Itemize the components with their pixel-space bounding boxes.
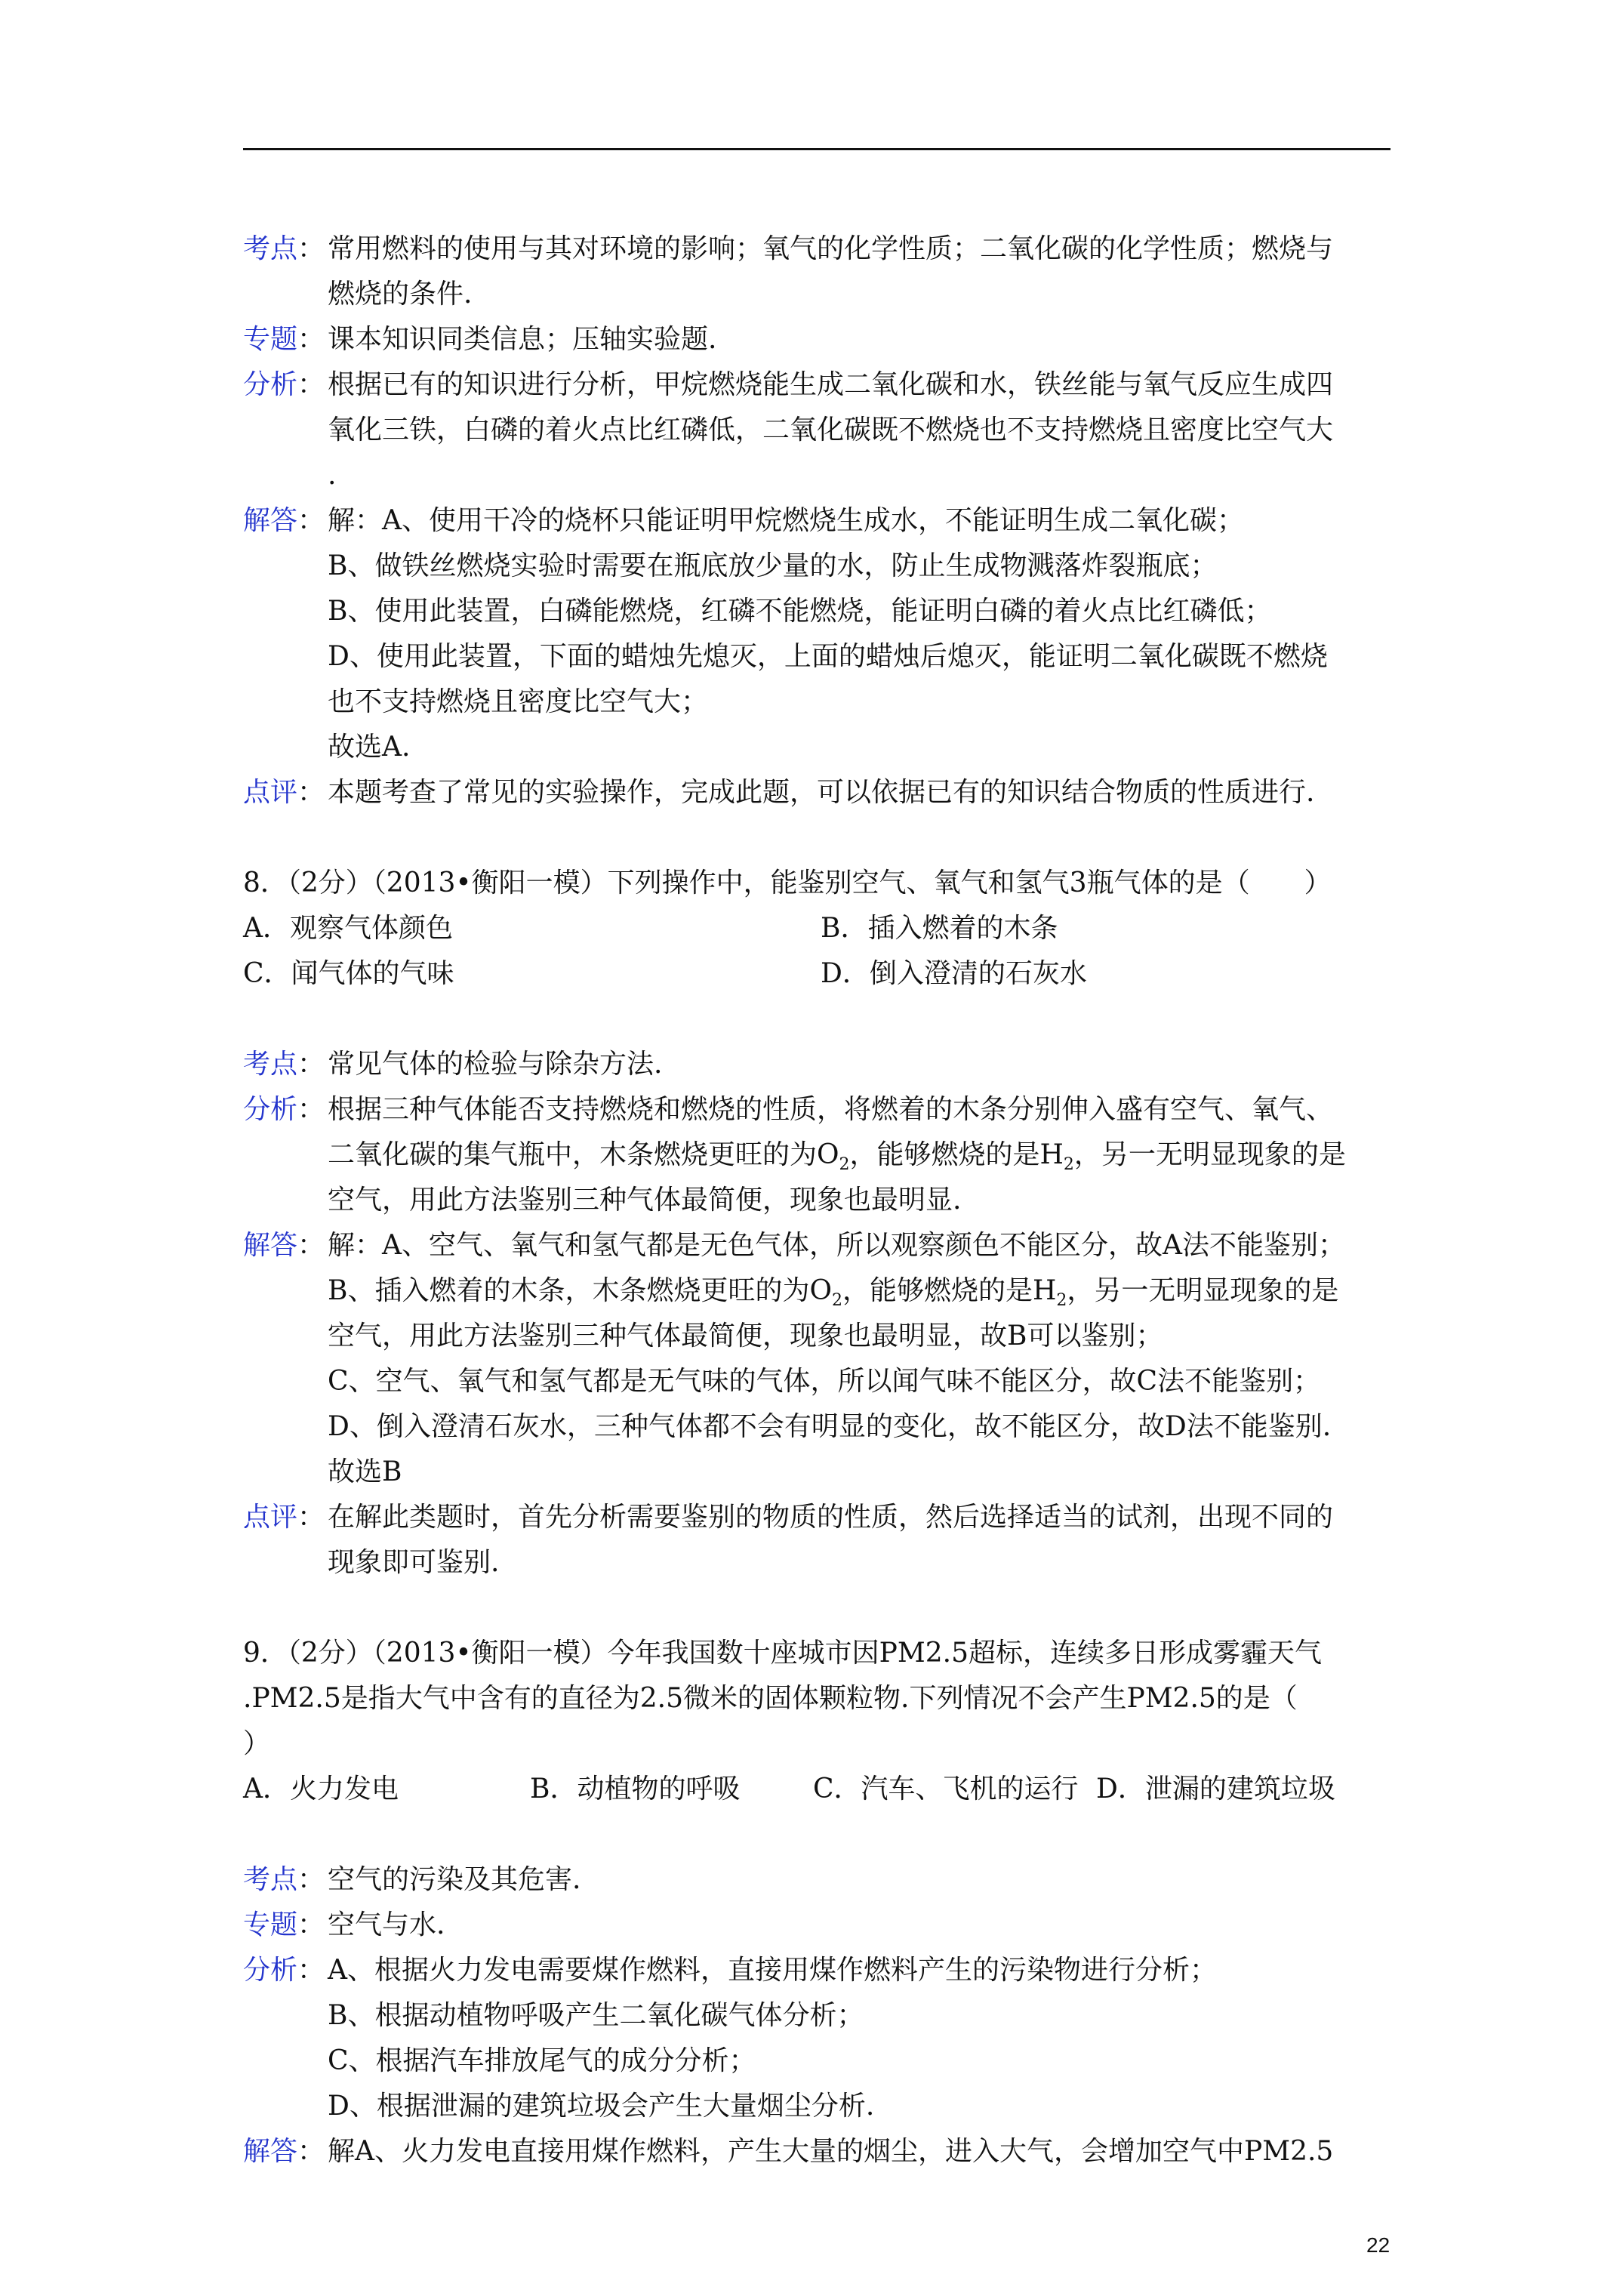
text-line: B、根据动植物呼吸产生二氧化碳气体分析； — [328, 2000, 864, 2031]
q9-stem — [243, 1631, 1398, 1767]
q9-fenxi: 分析： A、根据火力发电需要煤作燃料，直接用煤作燃料产生的污染物进行分析； B、根据动植物呼吸产生二氧化碳气体分析； C、根据汽车排放尾气的成分分析； D、根据泄漏的建筑垃圾会产生大量烟尘分析. — [243, 1948, 1398, 2129]
option-d: D．倒入澄清的石灰水 — [821, 958, 1087, 989]
text-line: D、使用此装置，下面的蜡烛先熄灭，上面的蜡烛后熄灭，能证明二氧化碳既不燃烧 — [328, 641, 1328, 672]
option-b: B．动植物的呼吸 — [530, 1774, 741, 1804]
option-a: A．火力发电 — [243, 1774, 399, 1804]
jieda-label: 解答 — [243, 2136, 298, 2167]
header-rule — [243, 148, 1390, 150]
document-body — [243, 227, 1398, 2174]
text-line: A、根据火力发电需要煤作燃料，直接用煤作燃料产生的污染物进行分析； — [328, 1955, 1217, 1986]
q8-stem: 8．（2分）（2013•衡阳一模）下列操作中，能鉴别空气、氧气和氢气3瓶气体的是（ ） — [243, 868, 1332, 898]
jieda-label: 解答 — [243, 1230, 298, 1261]
text-line: 空气的污染及其危害. — [328, 1864, 581, 1895]
q8-options — [243, 951, 1398, 997]
q7-zhuanti: 专题： 课本知识同类信息；压轴实验题. — [243, 317, 1398, 362]
q9-zhuanti: 专题： 空气与水. — [243, 1903, 1398, 1948]
text-line: D、倒入澄清石灰水，三种气体都不会有明显的变化，故不能区分，故D法不能鉴别. — [328, 1411, 1332, 1442]
q9-kaodian: 考点： 空气的污染及其危害. — [243, 1857, 1398, 1903]
option-b: B．插入燃着的木条 — [821, 913, 1058, 944]
text-line: 故选A. — [328, 732, 411, 763]
option-d: D．泄漏的建筑垃圾 — [1096, 1774, 1335, 1804]
zhuanti-label: 专题 — [243, 1909, 298, 1940]
text-line: C、空气、氧气和氢气都是无气味的气体，所以闻气味不能区分，故C法不能鉴别； — [328, 1366, 1321, 1397]
q9-options — [243, 1767, 1398, 1812]
text-line: D、根据泄漏的建筑垃圾会产生大量烟尘分析. — [328, 2091, 875, 2122]
fenxi-label: 分析 — [243, 369, 298, 400]
text-line: 根据已有的知识进行分析，甲烷燃烧能生成二氧化碳和水，铁丝能与氧气反应生成四 — [328, 369, 1334, 400]
text-line: 空气，用此方法鉴别三种气体最简便，现象也最明显. — [328, 1185, 962, 1216]
text-line: 根据三种气体能否支持燃烧和燃烧的性质，将燃着的木条分别伸入盛有空气、氧气、 — [328, 1094, 1334, 1125]
dianping-label: 点评 — [243, 1502, 298, 1533]
text-line: B、使用此装置，白磷能燃烧，红磷不能燃烧，能证明白磷的着火点比红磷低； — [328, 596, 1272, 627]
text-line: 常用燃料的使用与其对环境的影响；氧气的化学性质；二氧化碳的化学性质；燃烧与 — [328, 233, 1334, 264]
text-line: 二氧化碳的集气瓶中，木条燃烧更旺的为$O_2$，能够燃烧的是$H_2$，另一无明显现象的是 — [328, 1139, 1346, 1175]
text-line: 课本知识同类信息；压轴实验题. — [328, 324, 717, 355]
q7-dianping: 点评： 本题考查了常见的实验操作，完成此题，可以依据已有的知识结合物质的性质进行. — [243, 770, 1398, 815]
text-line: B、插入燃着的木条，木条燃烧更旺的为$O_2$，能够燃烧的是$H_2$，另一无明显现象的是 — [328, 1275, 1339, 1311]
dianping-label: 点评 — [243, 777, 298, 808]
fenxi-label: 分析 — [243, 1955, 298, 1986]
text-line: 本题考查了常见的实验操作，完成此题，可以依据已有的知识结合物质的性质进行. — [328, 777, 1315, 808]
q8-kaodian: 考点： 常见气体的检验与除杂方法. — [243, 1042, 1398, 1087]
q9-jieda: 解答： 解A、火力发电直接用煤作燃料，产生大量的烟尘，进入大气，会增加空气中PM2.5 — [243, 2129, 1398, 2174]
text-line: 故选B — [328, 1456, 402, 1487]
kaodian-label: 考点 — [243, 233, 298, 264]
kaodian-label: 考点 — [243, 1049, 298, 1080]
text-line: 解A、火力发电直接用煤作燃料，产生大量的烟尘，进入大气，会增加空气中PM2.5 — [328, 2136, 1334, 2167]
text-line: 燃烧的条件. — [328, 279, 473, 310]
text-line: 空气，用此方法鉴别三种气体最简便，现象也最明显，故B可以鉴别； — [328, 1321, 1163, 1351]
option-c: C．汽车、飞机的运行 — [813, 1774, 1079, 1804]
q7-kaodian: 考点： 常用燃料的使用与其对环境的影响；氧气的化学性质；二氧化碳的化学性质；燃烧与 燃烧的条件. — [243, 227, 1398, 317]
text-line: 9．（2分）（2013•衡阳一模）今年我国数十座城市因PM2.5超标，连续多日形成雾霾天气 — [243, 1638, 1322, 1669]
page-number: 22 — [1366, 2233, 1390, 2257]
text-line: 空气与水. — [328, 1909, 445, 1940]
option-c: C．闻气体的气味 — [243, 958, 454, 989]
text-line: ） — [243, 1728, 271, 1759]
text-line: 在解此类题时，首先分析需要鉴别的物质的性质，然后选择适当的试剂，出现不同的 — [328, 1502, 1334, 1533]
text-line: B、做铁丝燃烧实验时需要在瓶底放少量的水，防止生成物溅落炸裂瓶底； — [328, 550, 1218, 581]
text-line: 解：A、空气、氧气和氢气都是无色气体，所以观察颜色不能区分，故A法不能鉴别； — [328, 1230, 1345, 1261]
q8-options — [243, 906, 1398, 951]
text-line: 解：A、使用干冷的烧杯只能证明甲烷燃烧生成水，不能证明生成二氧化碳； — [328, 505, 1244, 536]
text-line: 也不支持燃烧且密度比空气大； — [328, 686, 709, 717]
text-line: C、根据汽车排放尾气的成分分析； — [328, 2045, 756, 2076]
q7-fenxi: 分析： 根据已有的知识进行分析，甲烷燃烧能生成二氧化碳和水，铁丝能与氧气反应生成四 氧化三铁，白磷的着火点比红磷低，二氧化碳既不燃烧也不支持燃烧且密度比空气大 . — [243, 362, 1398, 498]
q8-fenxi: 分析： 根据三种气体能否支持燃烧和燃烧的性质，将燃着的木条分别伸入盛有空气、氧气、 二氧化碳的集气瓶中，木条燃烧更旺的为$O_2$，能够燃烧的是$H_2$，另一无明显现象的是 空气，用此方法鉴别三种气体最简便，现象也最明显. — [243, 1087, 1398, 1223]
text-line: 常见气体的检验与除杂方法. — [328, 1049, 663, 1080]
q7-jieda: 解答： 解：A、使用干冷的烧杯只能证明甲烷燃烧生成水，不能证明生成二氧化碳； B、做铁丝燃烧实验时需要在瓶底放少量的水，防止生成物溅落炸裂瓶底； B、使用此装置，白磷能燃烧，红磷不能燃烧，能证明白磷的着火点比红磷低； D、使用此装置，下面的蜡烛先熄灭，上面的蜡烛后熄灭，能证明二氧化碳既不燃烧 也不支持燃烧且密度比空气大； 故选A. — [243, 498, 1398, 770]
text-line: 现象即可鉴别. — [328, 1547, 500, 1578]
q8-jieda: 解答： 解：A、空气、氧气和氢气都是无色气体，所以观察颜色不能区分，故A法不能鉴别； B、插入燃着的木条，木条燃烧更旺的为$O_2$，能够燃烧的是$H_2$，另一无明显现象的是 空气，用此方法鉴别三种气体最简便，现象也最明显，故B可以鉴别； C、空气、氧气和氢气都是无气味的气体，所以闻气味不能区分，故C法不能鉴别； D、倒入澄清石灰水，三种气体都不会有明显的变化，故不能区分，故D法不能鉴别. 故选B — [243, 1223, 1398, 1495]
q8-dianping: 点评： 在解此类题时，首先分析需要鉴别的物质的性质，然后选择适当的试剂，出现不同的 现象即可鉴别. — [243, 1495, 1398, 1586]
zhuanti-label: 专题 — [243, 324, 298, 355]
kaodian-label: 考点 — [243, 1864, 298, 1895]
fenxi-label: 分析 — [243, 1094, 298, 1125]
text-line: .PM2.5是指大气中含有的直径为2.5微米的固体颗粒物.下列情况不会产生PM2.5的是（ — [243, 1683, 1298, 1714]
text-line: . — [328, 460, 337, 491]
jieda-label: 解答 — [243, 505, 298, 536]
text-line: 氧化三铁，白磷的着火点比红磷低，二氧化碳既不燃烧也不支持燃烧且密度比空气大 — [328, 415, 1334, 445]
option-a: A．观察气体颜色 — [243, 913, 453, 944]
